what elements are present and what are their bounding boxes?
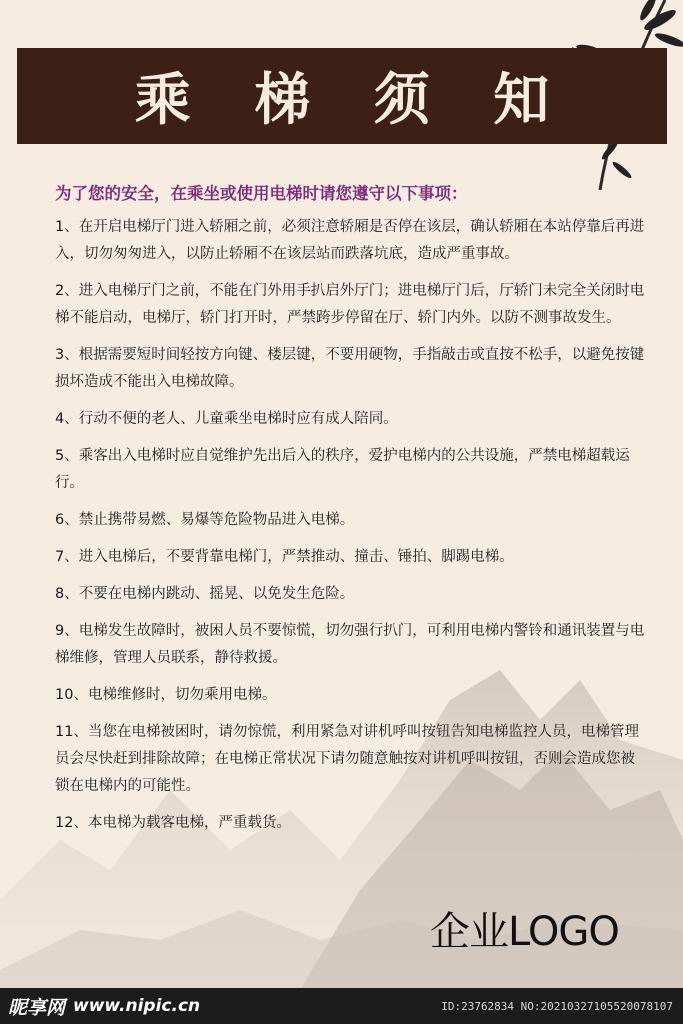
watermark-url: www.nipic.cn — [73, 996, 201, 1016]
rule-item: 6、禁止携带易燃、易爆等危险物品进入电梯。 — [55, 512, 355, 528]
rule-item: 3、根据需要短时间轻按方向键、楼层键，不要用硬物，手指敲击或直按不松手，以避免按键损坏造成不能出入电梯故障。 — [55, 347, 645, 390]
rule-item: 12、本电梯为载客电梯，严重载货。 — [55, 815, 291, 831]
rule-item: 2、进入电梯厅门之前，不能在门外用手扒启外厅门；进电梯厅门后，厅轿门未完全关闭时电梯不能启动，电梯厅，轿门打开时，严禁跨步停留在厅、轿门内外。以防不测事故发生。 — [55, 283, 645, 326]
watermark-id: ID:23762834 NO:20210327105520078107 — [441, 999, 673, 1013]
rule-item: 5、乘客出入电梯时应自觉维护先出后入的秩序，爱护电梯内的公共设施，严禁电梯超载运行。 — [55, 448, 630, 491]
watermark-bar — [0, 988, 683, 1024]
page-title: 乘 梯 须 知 — [134, 68, 572, 133]
rule-item: 8、不要在电梯内跳动、摇晃、以免发生危险。 — [55, 586, 355, 602]
rule-item: 4、行动不便的老人、儿童乘坐电梯时应有成人陪同。 — [55, 411, 398, 427]
rule-item: 11、当您在电梯被困时，请勿惊慌，利用紧急对讲机呼叫按钮告知电梯监控人员，电梯管理员会尽快赶到排除故障；在电梯正常状况下请勿随意触按对讲机呼叫按钮，否则会造成您被锁在电梯内的可能性。 — [55, 724, 639, 794]
company-logo-placeholder: 企业LOGO — [430, 909, 619, 955]
rule-item: 9、电梯发生故障时，被困人员不要惊慌，切勿强行扒门，可利用电梯内警铃和通讯装置与电梯维修，管理人员联系，静待救援。 — [55, 623, 645, 666]
rule-item: 7、进入电梯后，不要背靠电梯门，严禁推动、撞击、锤拍、脚踢电梯。 — [55, 549, 514, 565]
rule-item: 10、电梯维修时，切勿乘用电梯。 — [55, 687, 277, 703]
title-banner — [17, 48, 667, 144]
rules-list — [55, 214, 645, 847]
watermark-brand: 昵享网 — [8, 996, 66, 1019]
intro-heading: 为了您的安全，在乘坐或使用电梯时请您遵守以下事项： — [55, 184, 468, 203]
rule-item: 1、在开启电梯厅门进入轿厢之前，必须注意轿厢是否停在该层，确认轿厢在本站停靠后再进入，切勿匆匆进入，以防止轿厢不在该层站而跌落坑底，造成严重事故。 — [55, 219, 645, 262]
